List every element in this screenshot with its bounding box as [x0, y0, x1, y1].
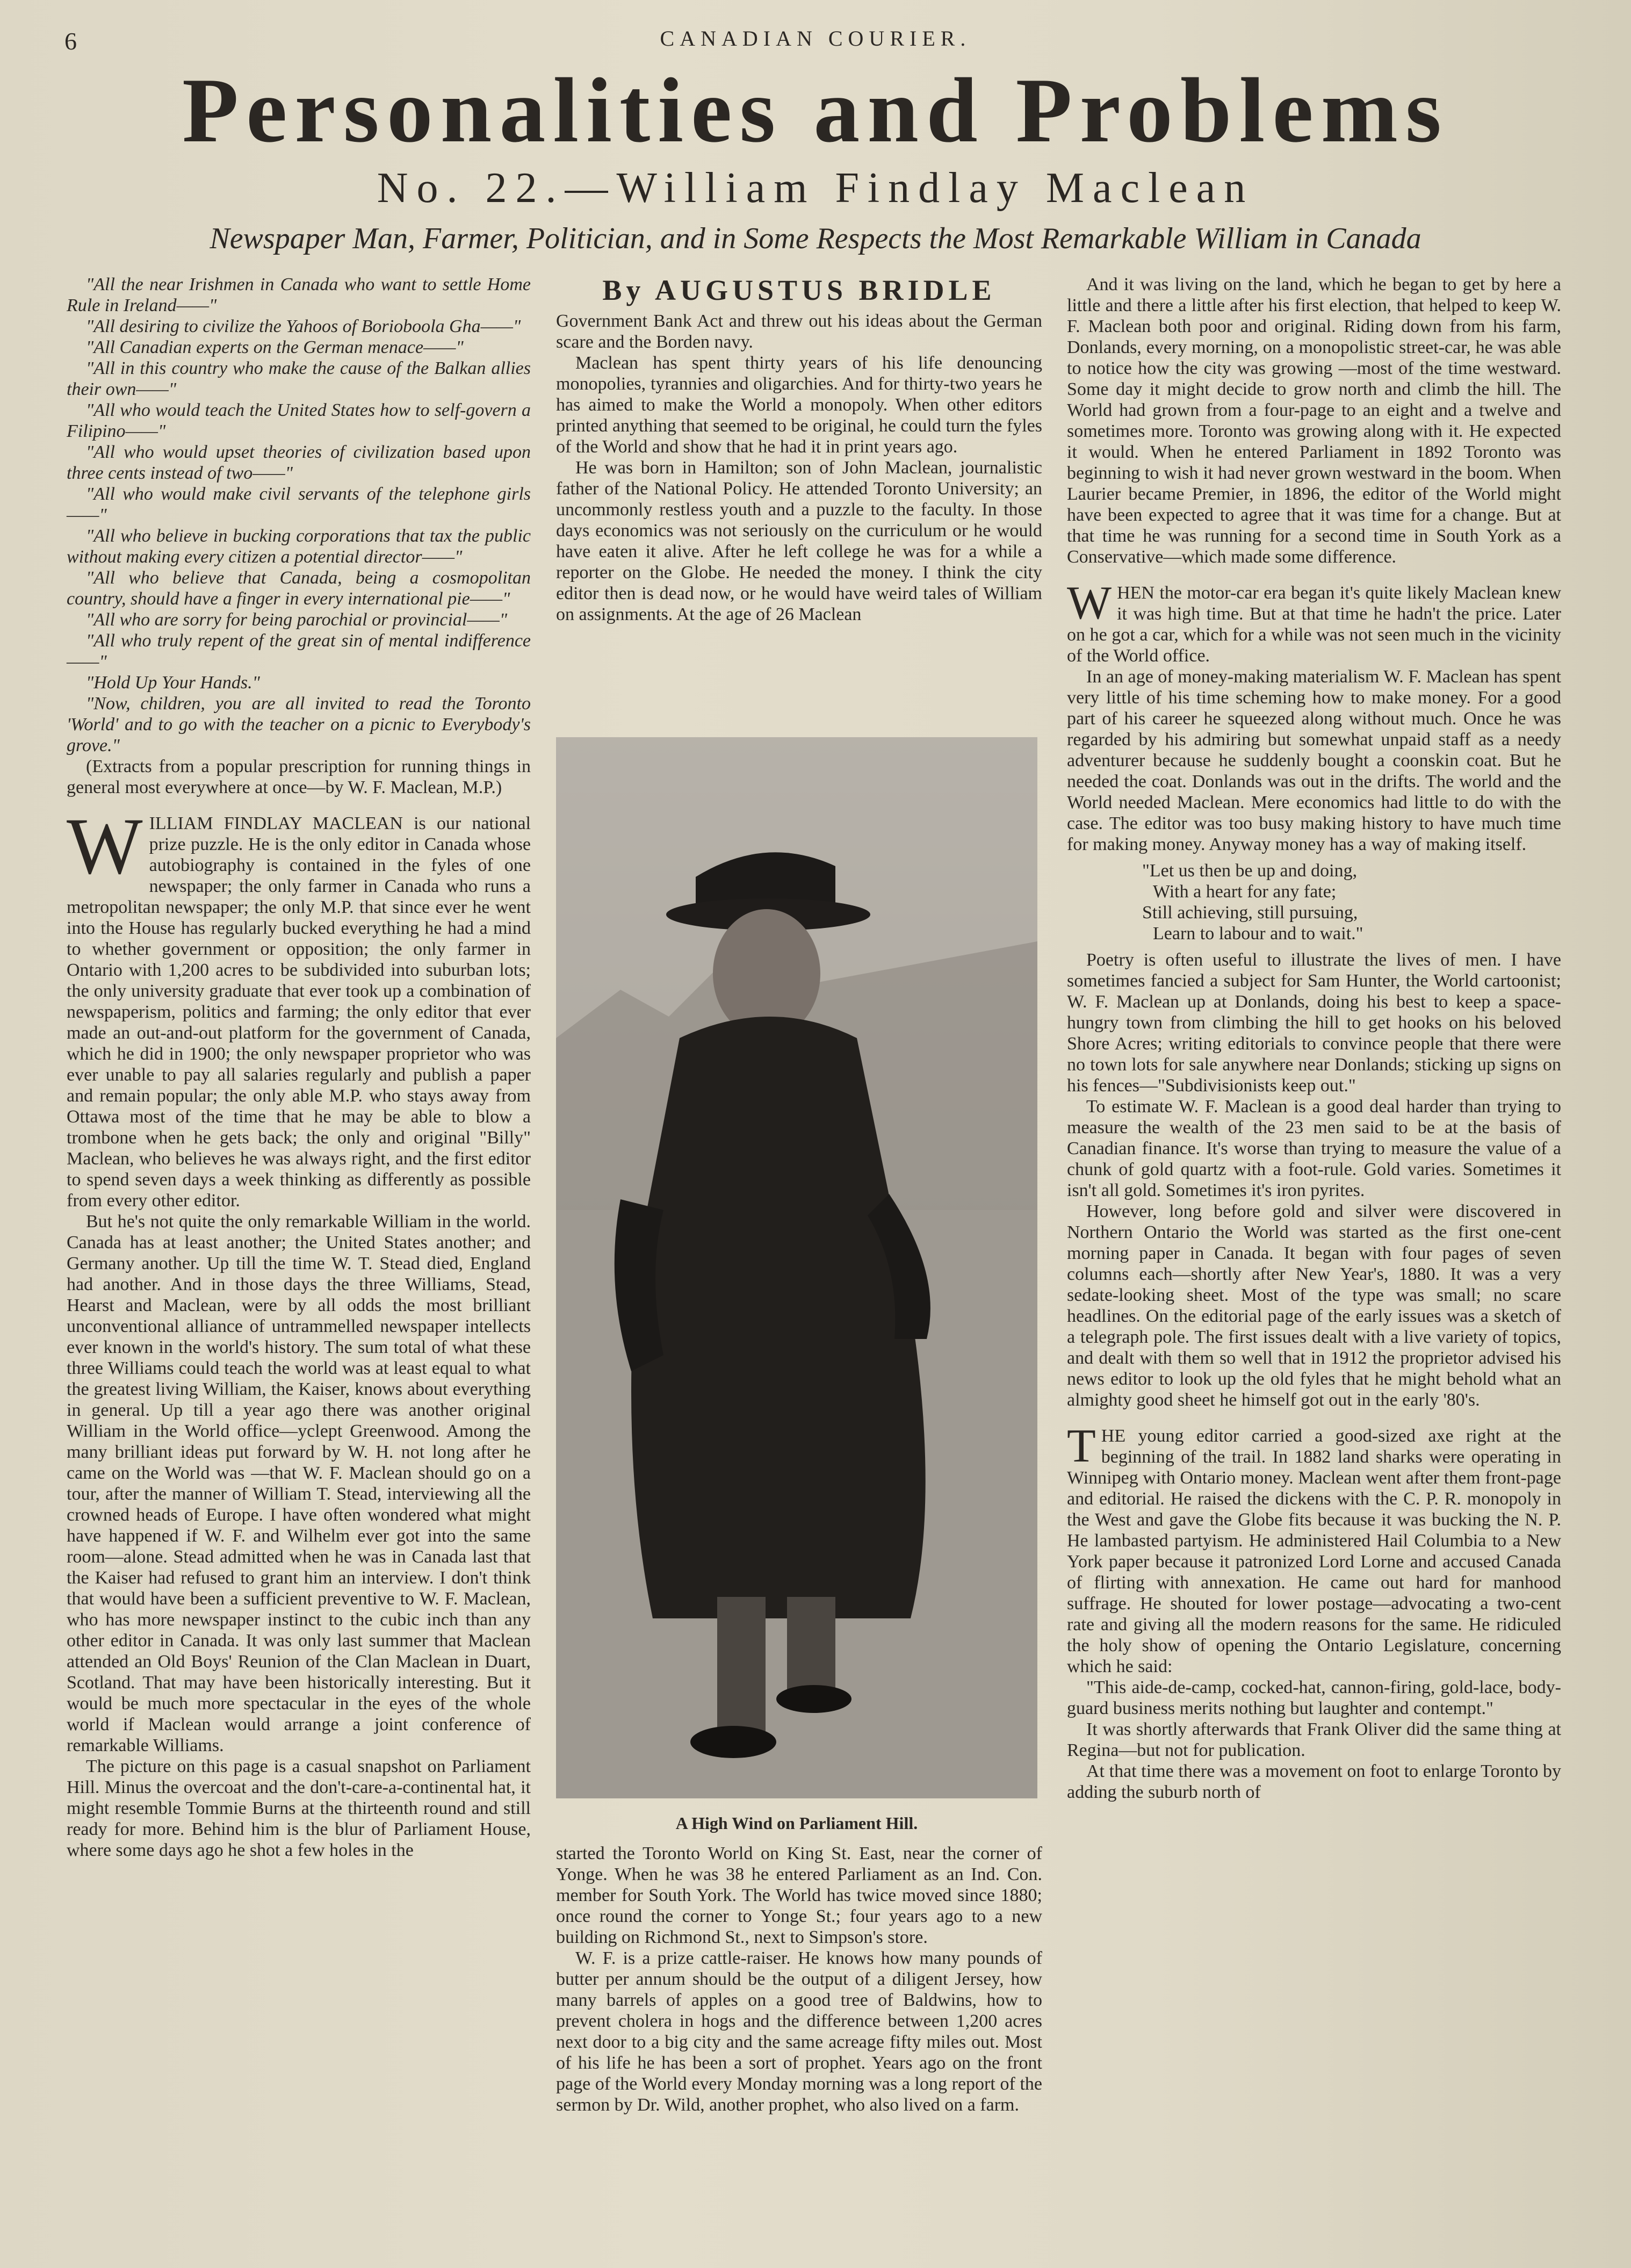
body-paragraph: started the Toronto World on King St. East, near the corner of Yonge. When he was 38 he entered Parliament as an Ind. Con. member for South York. The World has twice moved since 1880; once round the corner to Yonge St.; four years ago to a new building on Richmond St., next to Simpson's store. — [556, 1844, 1042, 1947]
quote-item: "All who would teach the United States how to self-govern a Filipino——" — [67, 400, 531, 441]
quote-item: "Hold Up Your Hands." — [86, 673, 260, 693]
quote-item: "All who believe that Canada, being a cosmopolitan country, should have a finger in every international pie——" — [67, 568, 531, 609]
deck: Newspaper Man, Farmer, Politician, and in Some Respects the Most Remarkable William in Canada — [210, 222, 1421, 255]
poem-line: "Let us then be up and doing, — [1142, 861, 1358, 881]
body-paragraph: Maclean has spent thirty years of his life denouncing monopolies, tyrannies and oligarchies. And for thirty-two years he has aimed to make the World a monopoly. When other editors printed anything that seemed to be original, he could turn the fyles of the World and show that he had it in print years ago. — [556, 353, 1042, 457]
quote-item: "All in this country who make the cause of the Balkan allies their own——" — [67, 358, 531, 399]
body-paragraph: In an age of money-making materialism W. F. Maclean has spent very little of his time scheming how to make money. For a good part of his career he squeezed along without much. Once he was regarded by his admiring but somewhat unpaid staff as a needy adventurer because he suddenly bought a coonskin coat. But he needed the coat. Donlands was out in the drifts. The world and the World needed Maclean. Mere economics had little to do with the case. The editor was too busy making history to have much time for making money. Anyway money has a way of making itself. — [1067, 667, 1561, 854]
body-paragraph: W. F. is a prize cattle-raiser. He knows how many pounds of butter per annum should be the output of a diligent Jersey, how many barrels of apples on a good tree of Baldwins, how to prevent cholera in hogs and the difference between 1,200 acres next door to a big city and the same acreage fifty miles out. Most of his life he has been a sort of prophet. Years ago on the front page of the World every Monday morning was a long report of the sermon by Dr. Wild, another prophet, who also lived on a farm. — [556, 1948, 1042, 2115]
quote-item: "All Canadian experts on the German menace——" — [86, 337, 464, 357]
headline: Personalities and Problems — [182, 60, 1449, 162]
quote-item: "All desiring to civilize the Yahoos of Borioboola Gha——" — [86, 316, 521, 336]
right-column — [1067, 274, 1561, 1803]
middle-column — [556, 274, 1042, 625]
body-paragraph: However, long before gold and silver were discovered in Northern Ontario the World was started as the first one-cent morning paper in Canada. It began with four pages of seven columns each—shortly after New Year's, 1880. It was a very sedate-looking sheet. Most of the type was small; no scare headlines. On the editorial page of the early issues was a sketch of a telegraph pole. The first issues dealt with a live variety of topics, and dealt with them so well that in 1912 the proprietor advised his news editor to look up the old fyles that he might behold what an almighty good sheet he himself got out in the early '80's. — [1067, 1201, 1561, 1410]
drop-cap: T — [1067, 1420, 1096, 1472]
quote-item: "All who would upset theories of civilization based upon three cents instead of two——" — [67, 442, 531, 483]
poem-line: With a heart for any fate; — [1153, 882, 1337, 902]
quote-item: "All who truly repent of the great sin of mental indifference——" — [67, 631, 531, 672]
body-paragraph: The picture on this page is a casual snapshot on Parliament Hill. Minus the overcoat and the don't-care-a-continental hat, it might resemble Tommie Burns at the thirteenth round and still ready for more. Behind him is the blur of Parliament House, where some days ago he shot a few holes in the — [67, 1756, 531, 1860]
body-paragraph: WILLIAM FINDLAY MACLEAN is our national prize puzzle. He is the only editor in Canada whose autobiography is contained in the fyles of one newspaper; the only farmer in Canada who runs a metropolitan newspaper; the only M.P. that since ever he went into the House has regularly bucked everything he had a mind to whether government or opposition; the only farmer in Ontario with 1,200 acres to be subdivided into suburban lots; the only university graduate that ever took up a combination of newspaperism, politics and farming; the only editor that ever made an out-and-out platform for the government of Canada, which he did in 1900; the only newspaper proprietor who was ever unable to pay all salaries regularly and publish a paper and remain popular; the only able M.P. who stays away from Ottawa most of the time that he may be able to blow a trombone when he gets back; the only and original "Billy" Maclean, who believes he was always right, and the first editor to spend seven days a week thinking as differently as possible from every other editor. — [67, 802, 531, 1211]
body-paragraph: "This aide-de-camp, cocked-hat, cannon-firing, gold-lace, body-guard business merits nothing but laughter and contempt." — [1067, 1677, 1561, 1718]
left-column — [67, 274, 531, 1861]
photo-illustration — [556, 737, 1037, 1798]
drop-cap: W — [1067, 577, 1112, 629]
photo-caption: A High Wind on Parliament Hill. — [675, 1813, 918, 1833]
quote-item: "All who are sorry for being parochial or provincial——" — [86, 610, 508, 630]
running-head: CANADIAN COURIER. — [660, 26, 971, 51]
body-paragraph: At that time there was a movement on foot to enlarge Toronto by adding the suburb north of — [1067, 1761, 1561, 1802]
body-paragraph: But he's not quite the only remarkable William in the world. Canada has at least another; the United States another; and Germany another. Up till the time W. T. Stead died, England had another. And in those days the three Williams, Stead, Hearst and Maclean, were by all odds the most brilliant unconventional alliance of untrammelled newspaper intellects ever known in the world's history. The sum total of what these three Williams could teach the world was at least equal to what the greatest living William, the Kaiser, knows about everything in general. Up till a year ago there was another original William in the World office—yclept Greenwood. Among the many brilliant ideas put forward by W. H. not long after he came on the World was —that W. F. Maclean should go on a tour, after the manner of William T. Stead, interviewing all the crowned heads of Europe. I have often wondered what might have happened if W. F. and Wilhelm ever got into the same room—alone. Stead admitted when he was in Canada last that the Kaiser had refused to grant him an interview. I don't think that would have been a sufficient preventive to W. F. Maclean, who has more newspaper instinct to the cubic inch than any other editor in Canada. It was only last summer that Maclean attended an Old Boys' Reunion of the Clan Maclean in Duart, Scotland. That may have been historically interesting. But it would be much more spectacular in the eyes of the whole world if Maclean would arrange a joint conference of remarkable Williams. — [67, 1212, 531, 1755]
subhead: No. 22.—William Findlay Maclean — [377, 164, 1254, 212]
body-paragraph: THE young editor carried a good-sized axe right at the beginning of the trail. In 1882 land sharks were operating in Winnipeg with Ontario money. Maclean went after them front-page and editorial. He raised the dickens with the C. P. R. monopoly in the West and gave the Globe fits because it was bucking the N. P. He lambasted partyism. He administered Hail Columbia to a New York paper because it patronized Lord Lorne and accused Canada of flirting with annexation. He came out hard for manhood suffrage. He shouted for lower postage—advocating a two-cent rate and giving all the modern reasons for the same. He ridiculed the holy show of opening the Ontario Legislature, concerning which he said: — [1067, 1420, 1561, 1676]
drop-cap: W — [67, 802, 143, 891]
body-paragraph: He was born in Hamilton; son of John Maclean, journalistic father of the National Policy. He attended Toronto University; an uncommonly restless youth and a puzzle to the faculty. In those days economics was not seriously on the curriculum or he would have eaten it alive. After he left college he was for a while a reporter on the Globe. He needed the money. I think the city editor then is dead now, or he would have weird tales of William on assignments. At the age of 26 Maclean — [556, 458, 1042, 624]
quote-item: "All who would make civil servants of the telephone girls——" — [67, 484, 531, 525]
body-paragraph: WHEN the motor-car era began it's quite likely Maclean knew it was high time. But at that time he hadn't the price. Later on he got a car, which for a while was not seen much in the vicinity of the World office. — [1067, 577, 1561, 666]
body-paragraph: Poetry is often useful to illustrate the lives of men. I have sometimes fancied a subject for Sam Hunter, the World cartoonist; W. F. Maclean up at Donlands, doing his best to keep a space-hungry town from climbing the hill to get hooks on his beloved Shore Acres; writing editorials to convince people that there were no town lots for sale anywhere near Donlands; sticking up signs on his fences—"Subdivisionists keep out." — [1067, 950, 1561, 1096]
body-paragraph: It was shortly afterwards that Frank Oliver did the same thing at Regina—but not for publication. — [1067, 1719, 1561, 1760]
body-paragraph: And it was living on the land, which he began to get by here a little and there a little after his first election, that helped to keep W. F. Maclean both poor and original. Riding down from his farm, Donlands, every morning, on a monopolistic street-car, he was able to notice how the city was growing —most of the time westward. Some day it might decide to grow north and climb the hill. The World had grown from a four-page to an eight and a twelve and sometimes more. Toronto was growing along with it. He expected it would. When he entered Parliament in 1892 Toronto was beginning to wish it had never grown westward in the boom. When Laurier became Premier, in 1896, the editor of the World might have been expected to agree that it was time for a change. But at that time he was running for a second time in South York as a Conservative—which made some difference. — [1067, 275, 1561, 567]
quote-item: "All the near Irishmen in Canada who want to settle Home Rule in Ireland——" — [67, 275, 531, 315]
quote-attribution: (Extracts from a popular prescription for running things in general most everywhere at once—by W. F. Maclean, M.P.) — [67, 757, 531, 797]
poem-line: Learn to labour and to wait." — [1153, 924, 1363, 944]
portrait-photo — [556, 737, 1037, 1798]
quote-item: "All who believe in bucking corporations that tax the public without making every citizen a potential director——" — [67, 526, 531, 567]
middle-column-lower — [556, 1843, 1042, 2115]
body-paragraph: Government Bank Act and threw out his ideas about the German scare and the Borden navy. — [556, 311, 1042, 352]
poem-line: Still achieving, still pursuing, — [1142, 903, 1358, 923]
byline: By AUGUSTUS BRIDLE — [602, 274, 996, 306]
quote-item: "Now, children, you are all invited to read the Toronto 'World' and to go with the teacher on a picnic to Everybody's grove." — [67, 694, 531, 755]
body-paragraph: To estimate W. F. Maclean is a good deal harder than trying to measure the wealth of the 23 men said to be at the basis of Canadian finance. It's worse than trying to measure the value of a chunk of gold quartz with a foot-rule. Gold varies. Sometimes it isn't all gold. Sometimes it's iron pyrites. — [1067, 1097, 1561, 1200]
poem-stanza — [1142, 860, 1561, 944]
page-number: 6 — [64, 27, 77, 55]
quote-list — [67, 274, 531, 798]
